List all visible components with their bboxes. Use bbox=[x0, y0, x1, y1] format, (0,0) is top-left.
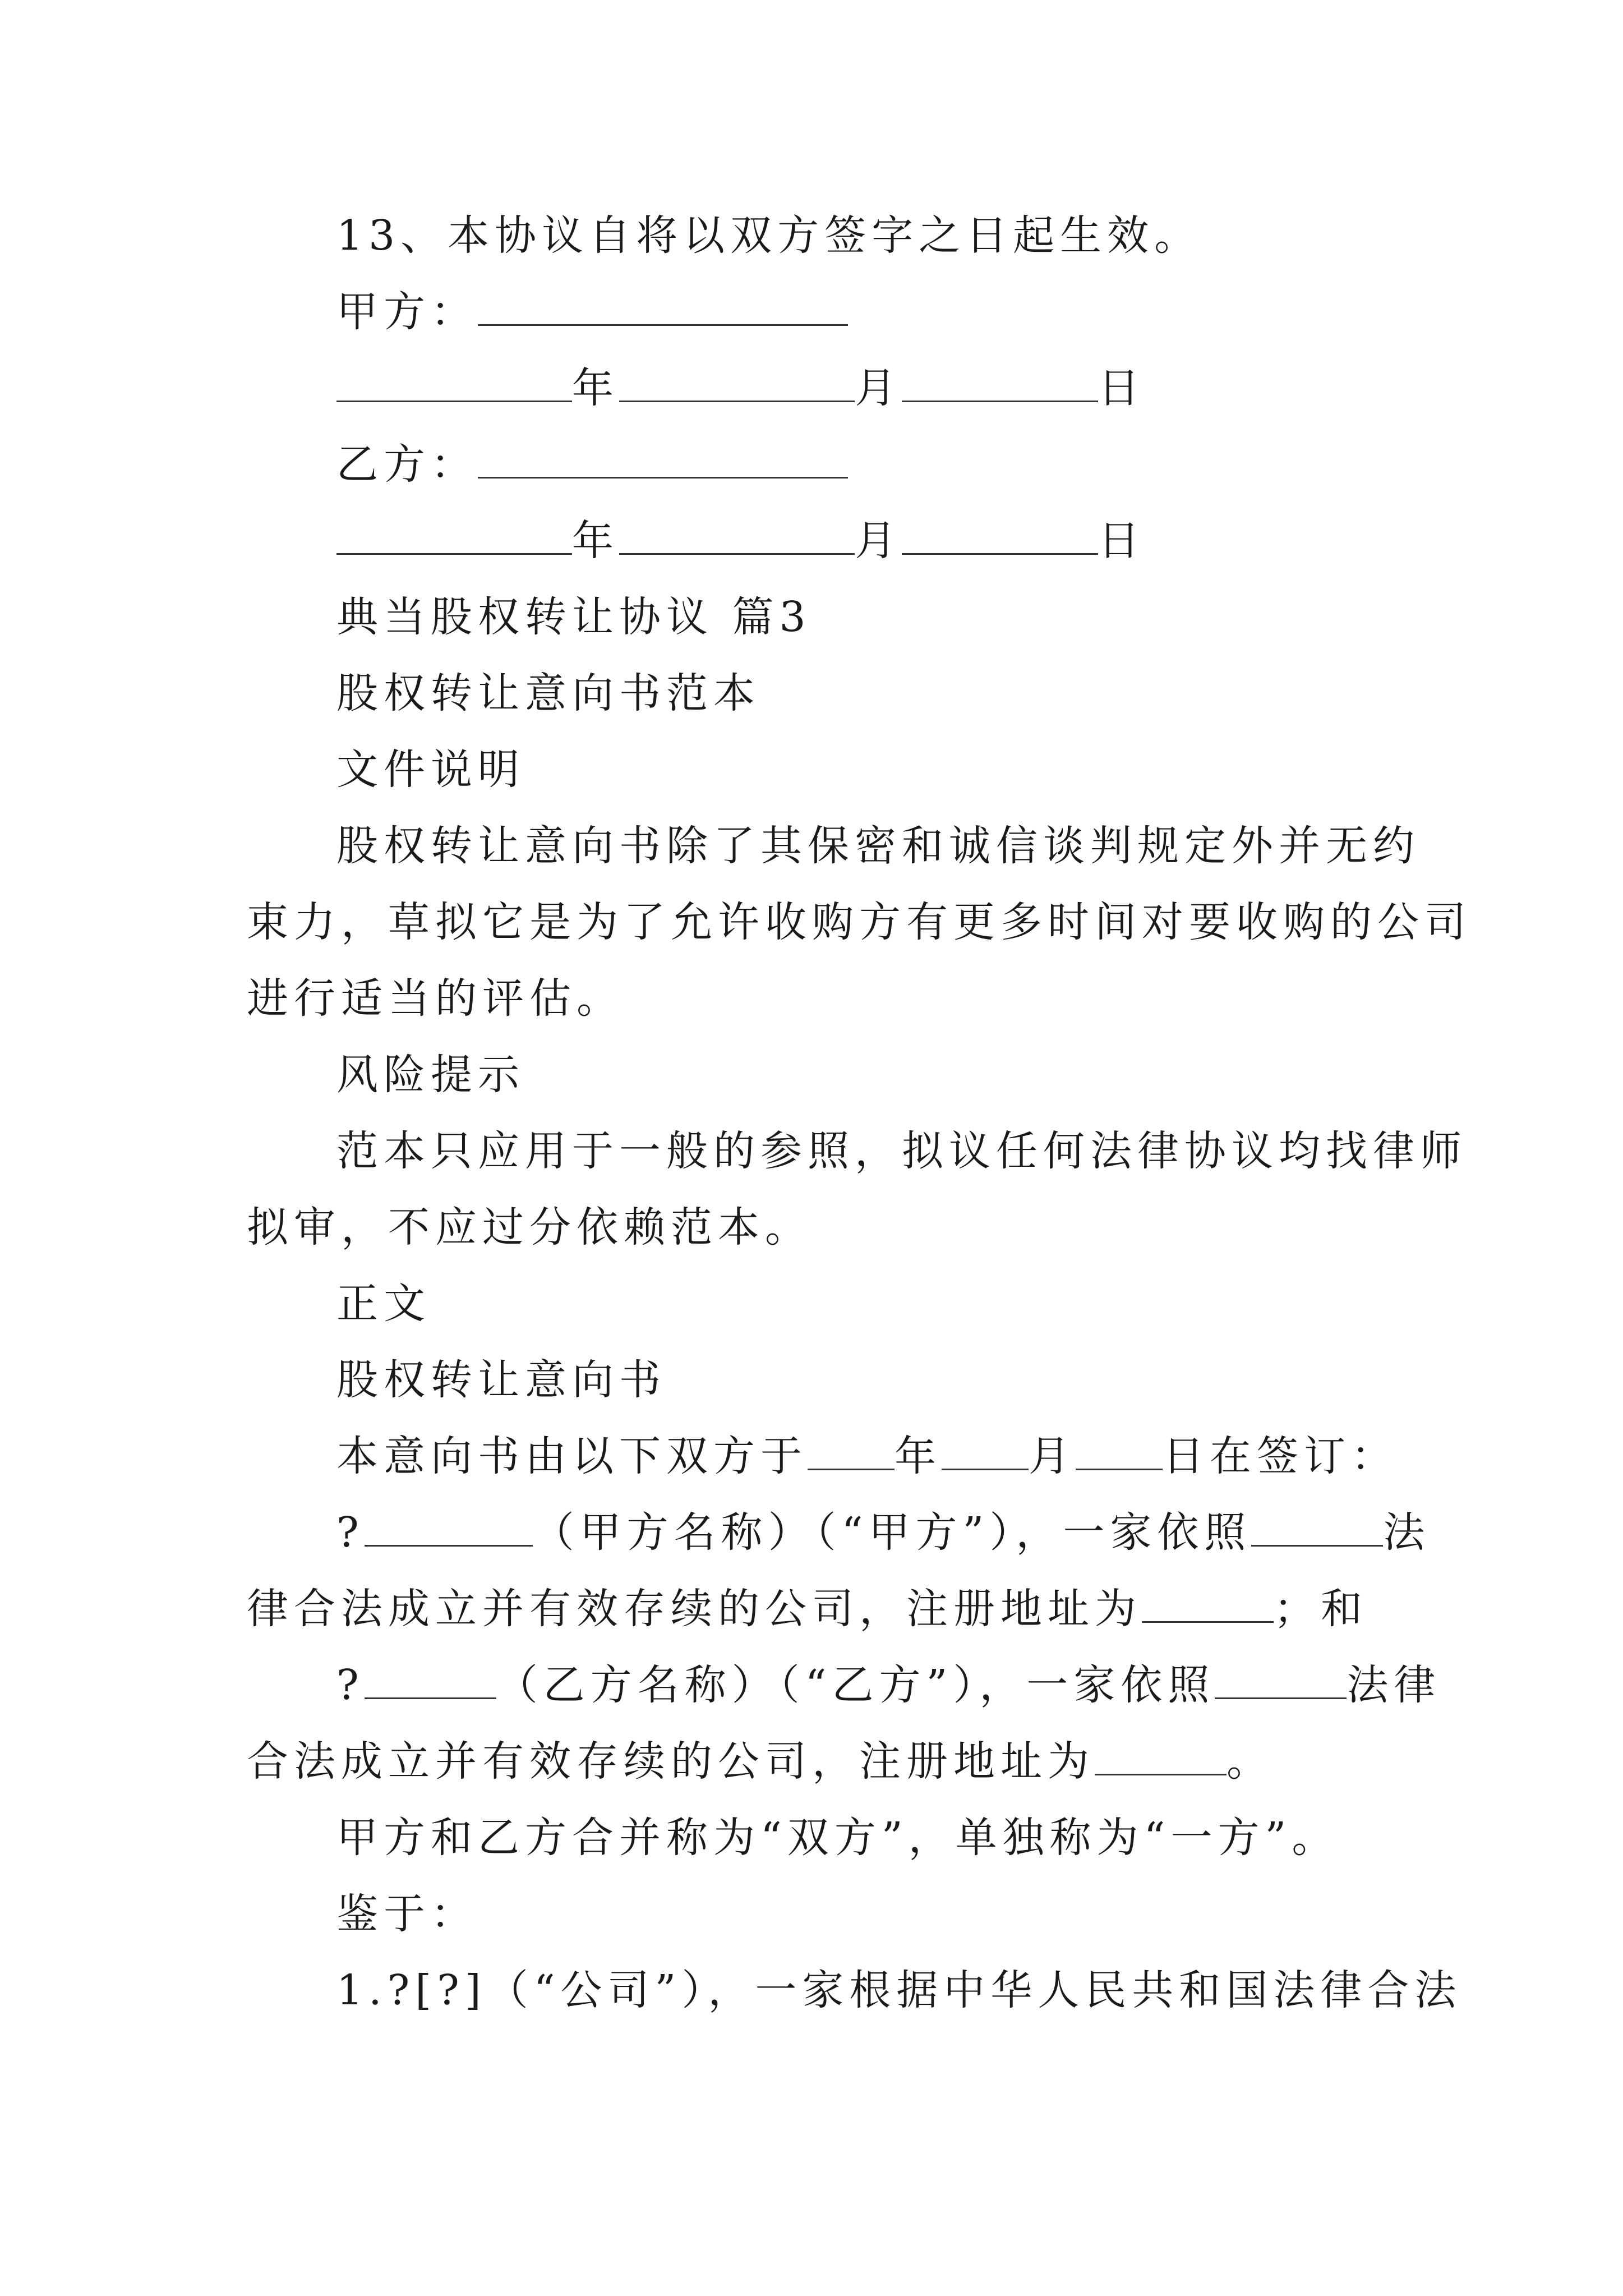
party-b-intro-line-1 bbox=[336, 1658, 1441, 1712]
whereas-heading: 鉴于： bbox=[336, 1890, 478, 1938]
party-a-month-blank bbox=[619, 364, 855, 402]
party-b-intro-text: （乙方名称）（“乙方”），一家依照 bbox=[496, 1661, 1215, 1709]
party-b-name-blank bbox=[365, 1660, 496, 1699]
party-b-year-label: 年 bbox=[572, 517, 619, 565]
party-b-month-blank bbox=[619, 516, 855, 555]
party-b-bullet: ? bbox=[336, 1661, 365, 1709]
party-b-blank bbox=[478, 440, 848, 478]
signing-prefix: 本意向书由以下双方于 bbox=[336, 1432, 808, 1480]
party-a-day-blank bbox=[902, 364, 1098, 402]
sample-title: 股权转让意向书范本 bbox=[336, 669, 760, 717]
party-b-month-label: 月 bbox=[855, 517, 902, 565]
party-b-law-blank bbox=[1215, 1660, 1347, 1699]
signing-year-label: 年 bbox=[895, 1432, 942, 1480]
party-a-year-label: 年 bbox=[572, 364, 619, 412]
loi-title: 股权转让意向书 bbox=[336, 1356, 666, 1404]
party-a-intro-line-1 bbox=[336, 1506, 1430, 1559]
party-a-law-blank bbox=[1251, 1508, 1383, 1547]
signing-suffix: 日在签订： bbox=[1163, 1432, 1398, 1480]
party-b-address-blank bbox=[1095, 1737, 1227, 1775]
party-b-date-line bbox=[336, 514, 1145, 568]
party-a-address-blank bbox=[1142, 1584, 1274, 1623]
party-b-address-text: 合法成立并有效存续的公司，注册地址为 bbox=[247, 1737, 1095, 1786]
section-title: 典当股权转让协议 篇3 bbox=[336, 593, 811, 641]
party-a-signature-line bbox=[336, 285, 848, 339]
signing-day-blank bbox=[1076, 1432, 1163, 1470]
party-a-bullet: ? bbox=[336, 1508, 365, 1557]
party-a-day-label: 日 bbox=[1098, 364, 1145, 412]
party-b-signature-line bbox=[336, 438, 848, 491]
party-b-intro-line-2 bbox=[247, 1734, 1274, 1788]
party-a-intro-text: （甲方名称）（“甲方”），一家依照 bbox=[532, 1508, 1252, 1557]
party-a-address-end: ；和 bbox=[1274, 1585, 1368, 1633]
signing-year-blank bbox=[808, 1432, 895, 1470]
risk-line-1: 范本只应用于一般的参照，拟议任何法律协议均找律师 bbox=[336, 1127, 1467, 1175]
risk-heading: 风险提示 bbox=[336, 1051, 525, 1099]
party-b-year-blank bbox=[336, 516, 572, 555]
party-a-date-line bbox=[336, 361, 1145, 415]
combined-definition: 甲方和乙方合并称为“双方”，单独称为“一方”。 bbox=[336, 1814, 1339, 1862]
party-b-address-end: 。 bbox=[1227, 1737, 1274, 1786]
party-b-day-blank bbox=[902, 516, 1098, 555]
party-a-address-text: 律合法成立并有效存续的公司，注册地址为 bbox=[247, 1585, 1142, 1633]
file-description-line-1: 股权转让意向书除了其保密和诚信谈判规定外并无约 bbox=[336, 822, 1420, 870]
party-a-year-blank bbox=[336, 364, 572, 402]
party-a-label: 甲方： bbox=[336, 288, 478, 336]
party-b-label: 乙方： bbox=[336, 440, 478, 489]
risk-line-2: 拟审，不应过分依赖范本。 bbox=[247, 1203, 812, 1251]
party-a-name-blank bbox=[365, 1508, 533, 1547]
signing-date-line bbox=[336, 1429, 1398, 1483]
party-b-day-label: 日 bbox=[1098, 517, 1145, 565]
body-heading: 正文 bbox=[336, 1280, 431, 1328]
party-a-month-label: 月 bbox=[855, 364, 902, 412]
file-description-line-2: 束力，草拟它是为了允许收购方有更多时间对要收购的公司 bbox=[247, 898, 1472, 946]
signing-month-label: 月 bbox=[1029, 1432, 1076, 1480]
file-description-line-3: 进行适当的评估。 bbox=[247, 974, 624, 1023]
signing-month-blank bbox=[942, 1432, 1029, 1470]
party-a-blank bbox=[478, 287, 848, 326]
file-description-heading: 文件说明 bbox=[336, 746, 525, 794]
whereas-item-1: 1.?[?]（“公司”），一家根据中华人民共和国法律合法 bbox=[336, 1966, 1462, 2014]
party-b-intro-end: 法律 bbox=[1347, 1661, 1441, 1709]
clause-13: 13、本协议自将以双方签字之日起生效。 bbox=[336, 211, 1202, 260]
party-a-intro-line-2 bbox=[247, 1582, 1368, 1636]
party-a-intro-end: 法 bbox=[1383, 1508, 1431, 1557]
